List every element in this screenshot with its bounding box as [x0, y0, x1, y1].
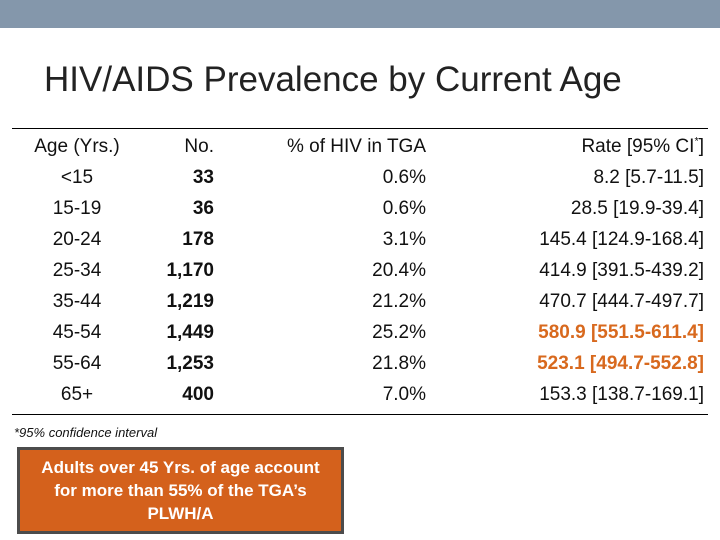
cell-percent: 7.0%	[382, 384, 426, 405]
header-age: Age (Yrs.)	[34, 136, 120, 157]
callout-text: Adults over 45 Yrs. of age account for more than 55% of the TGA’s PLWH/A	[41, 458, 320, 523]
header-percent: % of HIV in TGA	[286, 136, 426, 157]
cell-percent: 3.1%	[382, 229, 426, 250]
cell-age: 65+	[60, 384, 94, 405]
cell-rate: 145.4 [124.9-168.4]	[539, 229, 704, 250]
header-number: No.	[184, 136, 214, 157]
header-rate-asterisk: *	[694, 135, 699, 148]
callout-box	[17, 447, 344, 534]
cell-age: 15-19	[52, 198, 102, 219]
table-row	[12, 379, 708, 410]
header-rate	[482, 131, 704, 162]
table-row	[12, 224, 708, 255]
cell-age: 55-64	[52, 353, 102, 374]
cell-number: 178	[182, 229, 214, 250]
cell-rate: 580.9 [551.5-611.4]	[538, 322, 704, 343]
cell-number: 1,253	[166, 353, 214, 374]
header-rate-close: ]	[698, 136, 704, 157]
cell-rate: 523.1 [494.7-552.8]	[537, 353, 704, 374]
cell-percent: 25.2%	[372, 322, 426, 343]
table-header-row	[12, 131, 708, 162]
prevalence-table	[12, 128, 708, 415]
cell-number: 1,449	[166, 322, 214, 343]
cell-percent: 0.6%	[382, 198, 426, 219]
cell-rate: 470.7 [444.7-497.7]	[539, 291, 704, 312]
table-row	[12, 193, 708, 224]
slide-title: HIV/AIDS Prevalence by Current Age	[44, 60, 622, 99]
cell-percent: 21.8%	[372, 353, 426, 374]
cell-percent: 0.6%	[382, 167, 426, 188]
cell-rate: 8.2 [5.7-11.5]	[593, 167, 704, 188]
cell-number: 1,170	[166, 260, 214, 281]
cell-rate: 414.9 [391.5-439.2]	[539, 260, 704, 281]
cell-rate: 153.3 [138.7-169.1]	[539, 384, 704, 405]
cell-percent: 20.4%	[372, 260, 426, 281]
table-row	[12, 162, 708, 193]
cell-age: 35-44	[52, 291, 102, 312]
cell-number: 33	[192, 167, 214, 188]
cell-age: 20-24	[52, 229, 102, 250]
cell-rate: 28.5 [19.9-39.4]	[570, 198, 704, 219]
footnote: *95% confidence interval	[14, 425, 158, 440]
table-row	[12, 255, 708, 286]
table-row	[12, 348, 708, 379]
table-row	[12, 286, 708, 317]
cell-age: 45-54	[52, 322, 102, 343]
table-row	[12, 317, 708, 348]
cell-number: 36	[192, 198, 214, 219]
cell-age: <15	[60, 167, 94, 188]
cell-age: 25-34	[52, 260, 102, 281]
cell-percent: 21.2%	[372, 291, 426, 312]
cell-number: 400	[182, 384, 214, 405]
cell-number: 1,219	[166, 291, 214, 312]
top-color-band	[0, 0, 720, 28]
header-rate-label: Rate [95% CI	[581, 136, 695, 157]
